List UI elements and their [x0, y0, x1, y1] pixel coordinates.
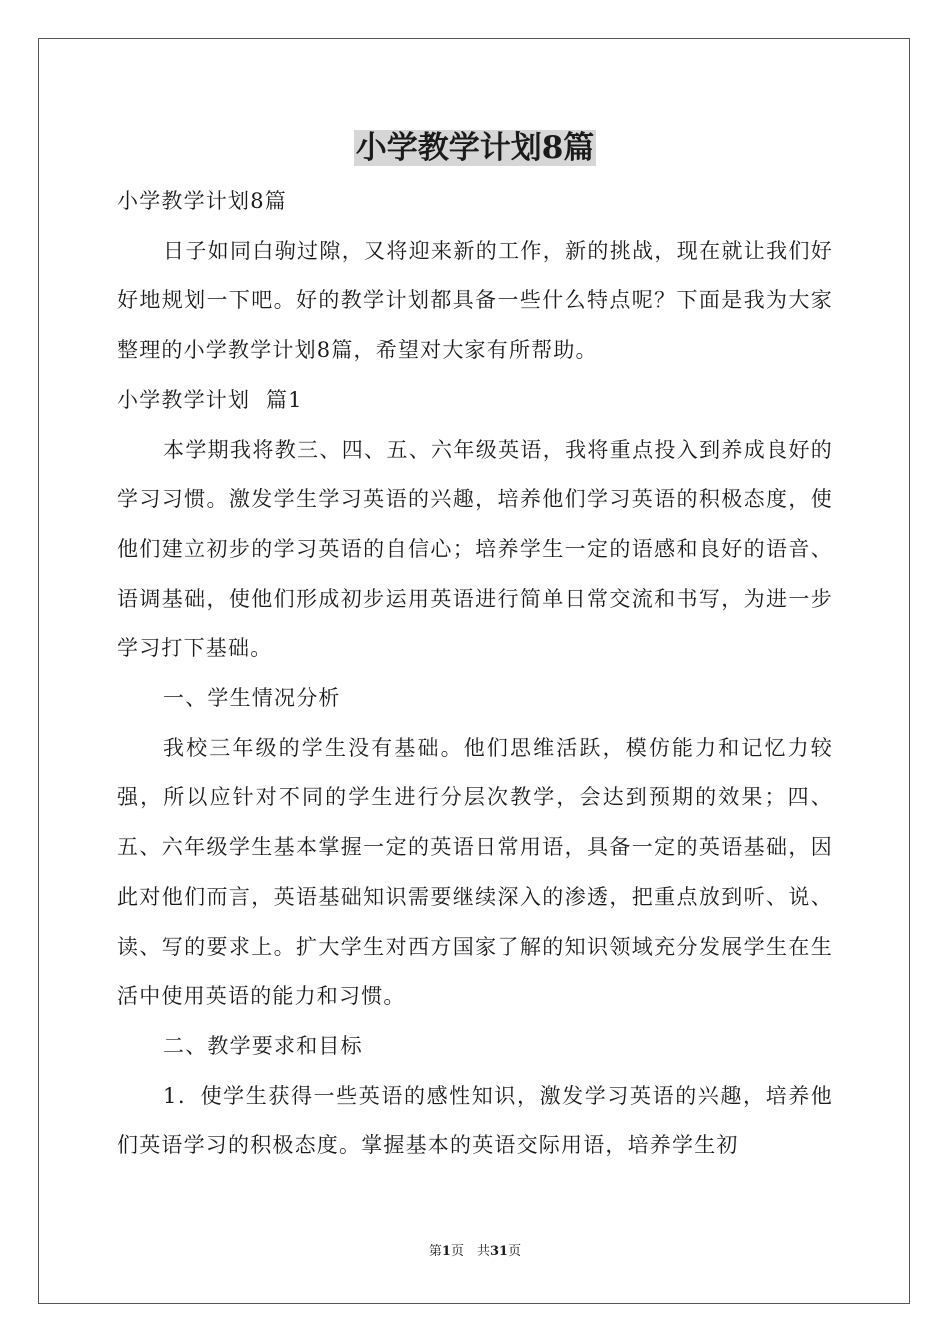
page-number: 1 — [441, 1244, 451, 1259]
document-title — [0, 126, 950, 170]
page-footer — [0, 1242, 950, 1262]
subtitle: 小学教学计划8篇 — [117, 189, 287, 213]
footer-mid: 页 共 — [450, 1244, 490, 1259]
footer-suffix: 页 — [508, 1244, 522, 1259]
document-title-text: 小学教学计划8篇 — [355, 130, 595, 166]
heading-student-analysis: 一、学生情况分析 — [163, 686, 341, 711]
intro-paragraph: 日子如同白驹过隙，又将迎来新的工作，新的挑战，现在就让我们好好地规划一下吧。好的教学计划都具备一些什么特点呢？下面是我为大家整理的小学教学计划8篇，希望对大家有所帮助。 — [117, 238, 833, 363]
body-paragraph-1: 本学期我将教三、四、五、六年级英语，我将重点投入到养成良好的学习习惯。激发学生学习英语的兴趣，培养他们学习英语的积极态度，使他们建立初步的学习英语的自信心；培养学生一定的语感和良好的语音、语调基础，使他们形成初步运用英语进行简单日常交流和书写，为进一步学习打下基础。 — [117, 437, 833, 661]
document-body — [117, 177, 833, 1171]
footer-prefix: 第 — [428, 1244, 442, 1259]
section-heading: 小学教学计划 篇1 — [117, 387, 303, 412]
heading-teaching-goals: 二、教学要求和目标 — [163, 1033, 363, 1058]
body-paragraph-3: 1．使学生获得一些英语的感性知识，激发学习英语的兴趣，培养他们英语学习的积极态度。掌握基本的英语交际用语，培养学生初 — [117, 1083, 833, 1158]
body-paragraph-2: 我校三年级的学生没有基础。他们思维活跃，模仿能力和记忆力较强，所以应针对不同的学生进行分层次教学，会达到预期的效果；四、五、六年级学生基本掌握一定的英语日常用语，具备一定的英语基础，因此对他们而言，英语基础知识需要继续深入的渗透，把重点放到听、说、读、写的要求上。扩大学生对西方国家了解的知识领域充分发展学生在生活中使用英语的能力和习惯。 — [117, 735, 833, 1009]
page-total: 31 — [489, 1244, 509, 1259]
